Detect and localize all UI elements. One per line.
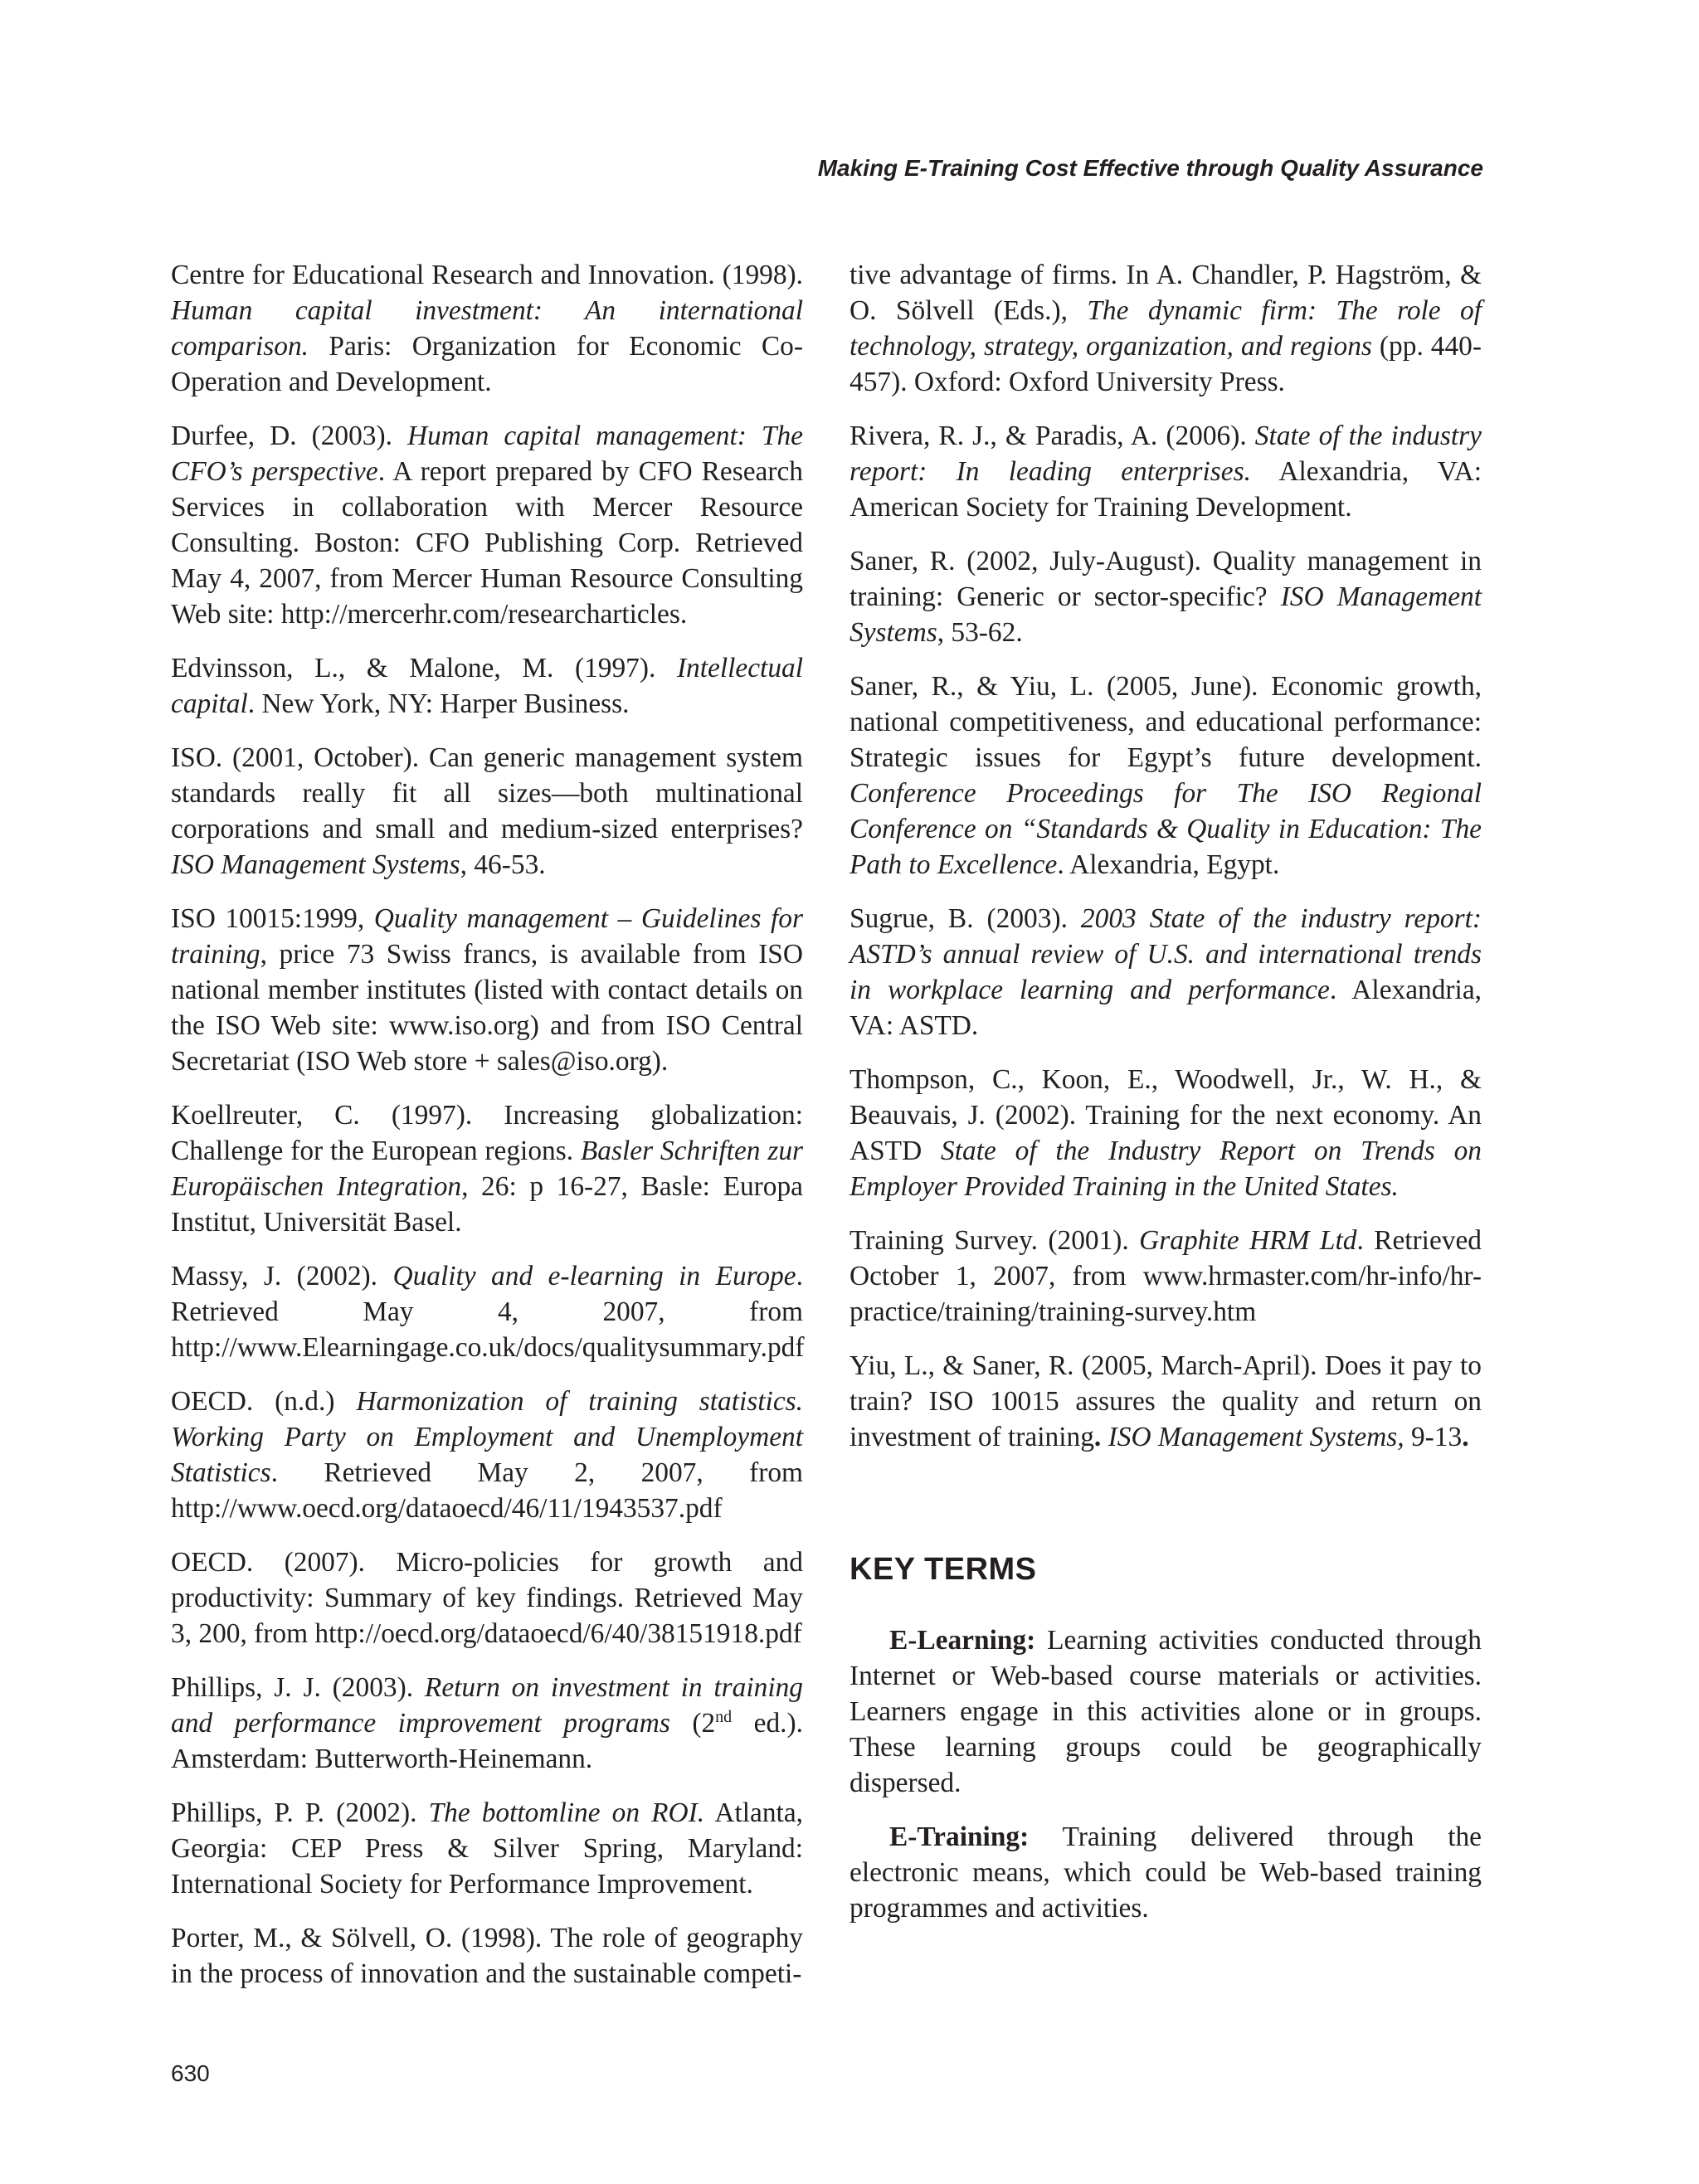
reference-italic-text: ISO Management Systems <box>850 581 1482 648</box>
reference-italic-text: 2003 State of the industry report: ASTD’s annual review of U.S. and international trends in workplace learning and performance <box>850 903 1482 1005</box>
key-term-name: E-Learning: <box>889 1625 1036 1656</box>
reference-text: Edvinsson, L., & Malone, M. (1997). <box>171 653 677 683</box>
running-title: Making E-Training Cost Effective through Quality Assurance <box>817 155 1483 181</box>
reference-entry <box>171 650 803 722</box>
reference-entry <box>171 1544 803 1651</box>
reference-text: . <box>1093 1422 1102 1452</box>
reference-text: OECD. (2007). Micro-policies for growth and productivity: Summary of key findings. Retrieved May 3, 200, from http://oecd.org/dataoecd/6/40/38151918.pdf <box>171 1547 803 1649</box>
references-left-column <box>171 257 803 2010</box>
reference-text: (2 <box>669 1708 716 1739</box>
reference-entry <box>171 740 803 883</box>
reference-entry <box>850 257 1482 400</box>
reference-text: . <box>1462 1422 1469 1452</box>
reference-text: ISO 10015:1999, <box>171 903 374 934</box>
reference-italic-text: Conference Proceedings for The ISO Regional Conference on “Standards & Quality in Education: The Path to Excellence <box>850 778 1482 880</box>
key-term-entry <box>850 1819 1482 1926</box>
reference-text: , 53-62. <box>937 617 1023 648</box>
reference-entry <box>850 418 1482 525</box>
reference-text: Phillips, J. J. (2003). <box>171 1672 425 1703</box>
reference-text: . Retrieved May 4, 2007, from http://www.Elearningage.co.uk/docs/qualitysummary.pdf <box>171 1261 805 1363</box>
page-number: 630 <box>171 2060 210 2086</box>
reference-italic-text: Basler Schriften zur Europäischen Integration <box>171 1136 804 1202</box>
reference-text: . Retrieved May 2, 2007, from http://www.oecd.org/dataoecd/46/11/1943537.pdf <box>171 1457 803 1524</box>
reference-italic-text: Harmonization of training statistics. Working Party on Employment and Unemployment Statistics <box>171 1386 803 1488</box>
reference-text: Sugrue, B. (2003). <box>850 903 1081 934</box>
reference-entry <box>171 1097 803 1240</box>
reference-entry <box>850 669 1482 883</box>
reference-italic-text: Graphite HRM Ltd <box>1139 1225 1357 1256</box>
reference-text: . New York, NY: Harper Business. <box>247 688 630 719</box>
reference-italic-text: ISO Management Systems, <box>1108 1422 1404 1452</box>
reference-text: Koellreuter, C. (1997). Increasing globalization: Challenge for the European regions. <box>171 1100 803 1166</box>
reference-text: , price 73 Swiss francs, is available from ISO national member institutes (listed with contact details on the ISO Web site: www.iso.org) and from ISO Central Secretariat (ISO Web store + sales@iso.org). <box>171 939 803 1077</box>
reference-italic-text: Human capital management: The CFO’s perspective <box>171 421 803 487</box>
reference-text: Massy, J. (2002). <box>171 1261 393 1291</box>
reference-text: . Alexandria, Egypt. <box>1057 849 1280 880</box>
key-term-name: E-Training: <box>889 1822 1030 1852</box>
reference-text: Thompson, C., Koon, E., Woodwell, Jr., W. H., & Beauvais, J. (2002). Training for the next economy. An ASTD <box>850 1064 1482 1166</box>
reference-entry <box>171 1920 803 1992</box>
reference-italic-text: Intellectual capital <box>171 653 803 719</box>
reference-italic-text: Quality and e-learning in Europe <box>392 1261 796 1291</box>
reference-entry <box>171 1384 803 1526</box>
reference-text: Rivera, R. J., & Paradis, A. (2006). <box>850 421 1255 451</box>
key-term-definition: Training delivered through the electronic means, which could be Web-based training programmes and activities. <box>850 1822 1482 1924</box>
reference-italic-text: Quality management – Guidelines for training <box>171 903 804 970</box>
reference-text: ISO. (2001, October). Can generic management system standards really fit all sizes—both multinational corporations and small and medium-sized enterprises? <box>171 742 803 844</box>
reference-entry <box>171 257 803 400</box>
reference-italic-text: The dynamic firm: The role of technology, strategy, organization, and regions <box>850 295 1482 362</box>
reference-text: Training Survey. (2001). <box>850 1225 1140 1256</box>
reference-text: Paris: Organization for Economic Co-Operation and Development. <box>171 331 803 397</box>
reference-italic-text: State of the industry report: In leading enterprises. <box>850 421 1482 487</box>
reference-italic-text: The bottomline on ROI. <box>428 1797 705 1828</box>
reference-text: (pp. 440-457). Oxford: Oxford University Press. <box>850 331 1482 397</box>
reference-entry <box>850 1348 1482 1455</box>
reference-entry <box>850 1062 1482 1204</box>
references-right-list <box>850 257 1482 1455</box>
reference-text: Saner, R., & Yiu, L. (2005, June). Economic growth, national competitiveness, and educational performance: Strategic issues for Egypt’s future development. <box>850 671 1482 773</box>
references-right-column <box>850 257 1482 1944</box>
reference-text: . Alexandria, VA: ASTD. <box>850 975 1482 1041</box>
key-terms-heading: KEY TERMS <box>850 1552 1037 1587</box>
reference-italic-text: State of the Industry Report on Trends on Employer Provided Training in the United States. <box>850 1136 1482 1202</box>
reference-text: . Retrieved October 1, 2007, from www.hrmaster.com/hr-info/hr-practice/training/training-survey.htm <box>850 1225 1482 1327</box>
key-terms-list <box>850 1622 1482 1926</box>
reference-entry <box>171 901 803 1079</box>
reference-text <box>1101 1422 1108 1452</box>
reference-text: nd <box>715 1708 733 1726</box>
reference-entry <box>171 1670 803 1777</box>
reference-text: Yiu, L., & Saner, R. (2005, March-April). Does it pay to train? ISO 10015 assures the quality and return on investment of training <box>850 1350 1482 1452</box>
reference-text: Centre for Educational Research and Innovation. (1998). <box>171 260 803 290</box>
key-term-entry <box>850 1622 1482 1801</box>
reference-italic-text: Return on investment in training and performance improvement programs <box>171 1672 804 1739</box>
reference-entry <box>171 1258 803 1365</box>
reference-text: Atlanta, Georgia: CEP Press & Silver Spring, Maryland: International Society for Performance Improvement. <box>171 1797 803 1899</box>
reference-entry <box>850 901 1482 1043</box>
reference-text: , 26: p 16-27, Basle: Europa Institut, Universität Basel. <box>171 1171 803 1238</box>
reference-entry <box>850 1223 1482 1330</box>
reference-text: OECD. (n.d.) <box>171 1386 357 1417</box>
reference-text: tive advantage of firms. In A. Chandler, P. Hagström, & O. Sölvell (Eds.), <box>850 260 1482 326</box>
reference-text: Alexandria, VA: American Society for Training Development. <box>850 456 1482 523</box>
reference-entry <box>171 418 803 632</box>
reference-italic-text: Human capital investment: An international comparison. <box>171 295 803 362</box>
reference-text: Saner, R. (2002, July-August). Quality management in training: Generic or sector-specific? <box>850 546 1482 612</box>
reference-text: 46-53. <box>467 849 546 880</box>
reference-text: Porter, M., & Sölvell, O. (1998). The role of geography in the process of innovation and the sustainable competi- <box>171 1923 803 1989</box>
reference-entry <box>850 543 1482 650</box>
reference-italic-text: ISO Management Systems, <box>171 849 468 880</box>
reference-text: Phillips, P. P. (2002). <box>171 1797 429 1828</box>
reference-text: 9-13 <box>1404 1422 1463 1452</box>
key-term-definition: Learning activities conducted through Internet or Web-based course materials or activities. Learners engage in this activities alone or in groups. These learning groups could be geographically dispersed. <box>850 1625 1482 1798</box>
reference-text: ed.). Amsterdam: Butterworth-Heinemann. <box>171 1708 803 1774</box>
reference-text: Durfee, D. (2003). <box>171 421 407 451</box>
reference-entry <box>171 1795 803 1902</box>
reference-text: . A report prepared by CFO Research Services in collaboration with Mercer Resource Consulting. Boston: CFO Publishing Corp. Retrieved May 4, 2007, from Mercer Human Resource Consulting Web site: http://mercerhr.com/researcharticles. <box>171 456 803 630</box>
